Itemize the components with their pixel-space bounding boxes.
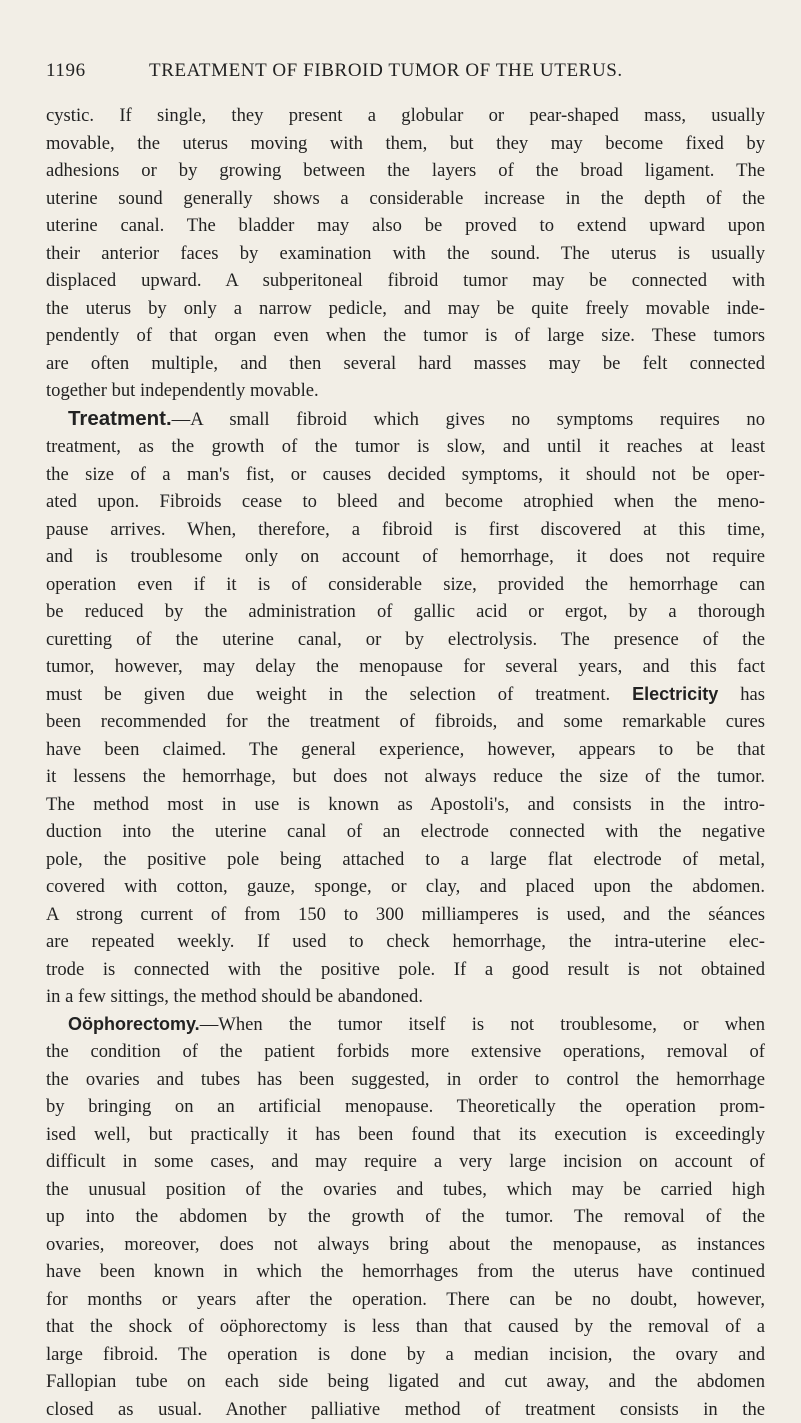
text-line: pause arrives. When, therefore, a fibroid is first discovered at this time, <box>46 516 765 544</box>
text-line: Fallopian tube on each side being ligated and cut away, and the abdomen <box>46 1368 765 1396</box>
text-line: have been claimed. The general experience, however, appears to be that <box>46 736 765 764</box>
text-line: ised well, but practically it has been found that its execution is exceedingly <box>46 1121 765 1149</box>
text-line: be reduced by the administration of gallic acid or ergot, by a thorough <box>46 598 765 626</box>
heading-line-text: —When the tumor itself is not troublesome, or when <box>200 1014 765 1035</box>
text-line: in a few sittings, the method should be abandoned. <box>46 983 765 1011</box>
text-line: the size of a man's fist, or causes decided symptoms, it should not be oper- <box>46 461 765 489</box>
inline-text: must be given due weight in the selection of treatment. <box>46 684 610 705</box>
text-line: for months or years after the operation. There can be no doubt, however, <box>46 1286 765 1314</box>
text-line: are often multiple, and then several hard masses may be felt connected <box>46 350 765 378</box>
body-text <box>46 102 765 1423</box>
paragraph-first-line <box>46 405 765 434</box>
text-line: A strong current of from 150 to 300 milliamperes is used, and the séances <box>46 901 765 929</box>
text-line: uterine canal. The bladder may also be proved to extend upward upon <box>46 212 765 240</box>
text-line: closed as usual. Another palliative method of treatment consists in the <box>46 1396 765 1423</box>
text-line: The method most in use is known as Apostoli's, and consists in the intro- <box>46 791 765 819</box>
text-line: tumor, however, may delay the menopause for several years, and this fact <box>46 653 765 681</box>
inline-text: has <box>740 684 765 705</box>
text-line: together but independently movable. <box>46 377 765 405</box>
text-line: treatment, as the growth of the tumor is slow, and until it reaches at least <box>46 433 765 461</box>
text-line: the unusual position of the ovaries and tubes, which may be carried high <box>46 1176 765 1204</box>
text-line: have been known in which the hemorrhages from the uterus have continued <box>46 1258 765 1286</box>
text-line: the uterus by only a narrow pedicle, and may be quite freely movable inde- <box>46 295 765 323</box>
page-number: 1196 <box>46 60 86 82</box>
text-line: covered with cotton, gauze, sponge, or clay, and placed upon the abdomen. <box>46 873 765 901</box>
text-line: difficult in some cases, and may require a very large incision on account of <box>46 1148 765 1176</box>
text-line-with-inline-heading <box>46 681 765 709</box>
paragraph-first-line <box>46 1011 765 1039</box>
text-line: curetting of the uterine canal, or by electrolysis. The presence of the <box>46 626 765 654</box>
text-line: displaced upward. A subperitoneal fibroid tumor may be connected with <box>46 267 765 295</box>
text-line: large fibroid. The operation is done by a median incision, the ovary and <box>46 1341 765 1369</box>
section-heading-oophorectomy: Oöphorectomy. <box>68 1014 200 1034</box>
text-line: that the shock of oöphorectomy is less than that caused by the removal of a <box>46 1313 765 1341</box>
section-heading-treatment: Treatment. <box>68 407 172 430</box>
text-line: are repeated weekly. If used to check hemorrhage, the intra-uterine elec- <box>46 928 765 956</box>
text-line: been recommended for the treatment of fibroids, and some remarkable cures <box>46 708 765 736</box>
text-line: pole, the positive pole being attached to a large flat electrode of metal, <box>46 846 765 874</box>
inline-heading-electricity: Electricity <box>632 684 718 704</box>
text-line: adhesions or by growing between the layers of the broad ligament. The <box>46 157 765 185</box>
text-line: and is troublesome only on account of hemorrhage, it does not require <box>46 543 765 571</box>
text-line: the condition of the patient forbids more extensive operations, removal of <box>46 1038 765 1066</box>
text-line: it lessens the hemorrhage, but does not always reduce the size of the tumor. <box>46 763 765 791</box>
text-line: the ovaries and tubes has been suggested, in order to control the hemorrhage <box>46 1066 765 1094</box>
text-line: uterine sound generally shows a considerable increase in the depth of the <box>46 185 765 213</box>
running-head <box>46 60 765 86</box>
text-line: ated upon. Fibroids cease to bleed and become atrophied when the meno- <box>46 488 765 516</box>
text-line: operation even if it is of considerable size, provided the hemorrhage can <box>46 571 765 599</box>
text-line: by bringing on an artificial menopause. Theoretically the operation prom- <box>46 1093 765 1121</box>
text-line: cystic. If single, they present a globular or pear-shaped mass, usually <box>46 102 765 130</box>
text-line: movable, the uterus moving with them, but they may become fixed by <box>46 130 765 158</box>
text-line: ovaries, moreover, does not always bring about the menopause, as instances <box>46 1231 765 1259</box>
text-line: pendently of that organ even when the tumor is of large size. These tumors <box>46 322 765 350</box>
text-line: their anterior faces by examination with the sound. The uterus is usually <box>46 240 765 268</box>
text-line: up into the abdomen by the growth of the tumor. The removal of the <box>46 1203 765 1231</box>
text-line: trode is connected with the positive pole. If a good result is not obtained <box>46 956 765 984</box>
heading-line-text: —A small fibroid which gives no symptoms requires no <box>172 409 765 430</box>
running-title: TREATMENT OF FIBROID TUMOR OF THE UTERUS. <box>149 60 623 82</box>
text-line: duction into the uterine canal of an electrode connected with the negative <box>46 818 765 846</box>
